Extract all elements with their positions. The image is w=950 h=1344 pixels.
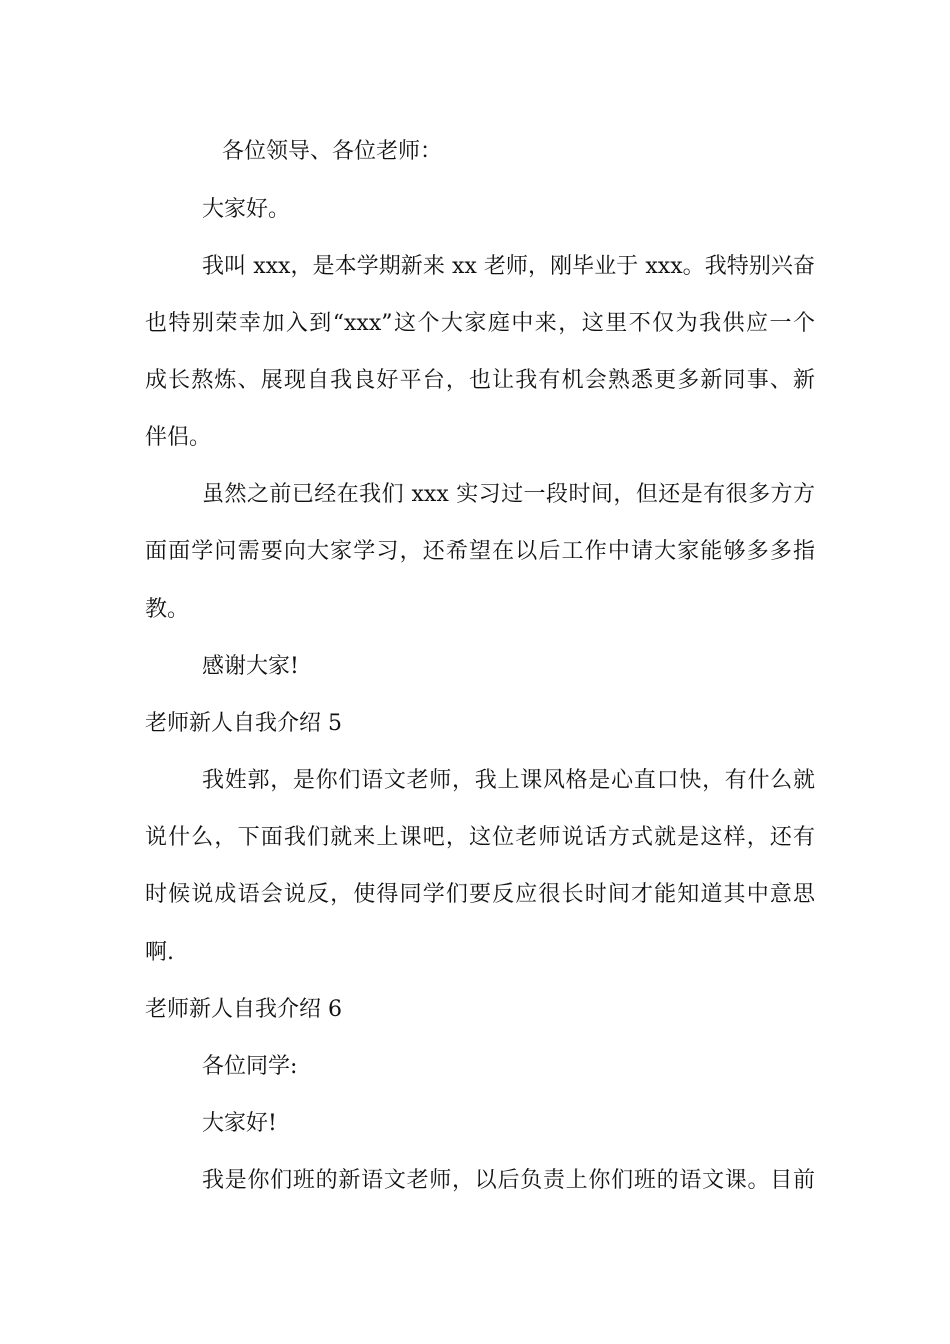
thanks-line: 感谢大家! bbox=[202, 654, 299, 679]
paragraph-line: 虽然之前已经在我们 xxx 实习过一段时间，但还是有很多方方 bbox=[202, 482, 815, 507]
paragraph-line: 我是你们班的新语文老师，以后负责上你们班的语文课。目前 bbox=[202, 1168, 815, 1193]
hello-line: 大家好! bbox=[202, 1111, 277, 1136]
paragraph-line: 面面学问需要向大家学习，还希望在以后工作中请大家能够多多指 bbox=[145, 539, 815, 564]
paragraph-line: 啊. bbox=[145, 940, 174, 965]
paragraph-line: 说什么，下面我们就来上课吧，这位老师说话方式就是这样，还有 bbox=[145, 825, 815, 850]
paragraph-line: 教。 bbox=[145, 597, 190, 622]
greeting-students: 各位同学: bbox=[202, 1054, 298, 1079]
greeting-leaders: 各位领导、各位老师： bbox=[222, 139, 443, 164]
paragraph-line: 成长熬炼、展现自我良好平台，也让我有机会熟悉更多新同事、新 bbox=[145, 368, 815, 393]
paragraph-line: 时候说成语会说反，使得同学们要反应很长时间才能知道其中意思 bbox=[145, 882, 815, 907]
hello-line: 大家好。 bbox=[202, 197, 291, 222]
section-heading: 老师新人自我介绍 6 bbox=[145, 997, 342, 1022]
paragraph-line: 伴侣。 bbox=[145, 425, 212, 450]
paragraph-line: 也特别荣幸加入到“xxx”这个大家庭中来，这里不仅为我供应一个 bbox=[145, 311, 815, 336]
paragraph-line: 我姓郭，是你们语文老师，我上课风格是心直口快，有什么就 bbox=[202, 768, 815, 793]
section-heading: 老师新人自我介绍 5 bbox=[145, 711, 342, 736]
paragraph-line: 我叫 xxx，是本学期新来 xx 老师，刚毕业于 xxx。我特别兴奋 bbox=[202, 254, 815, 279]
